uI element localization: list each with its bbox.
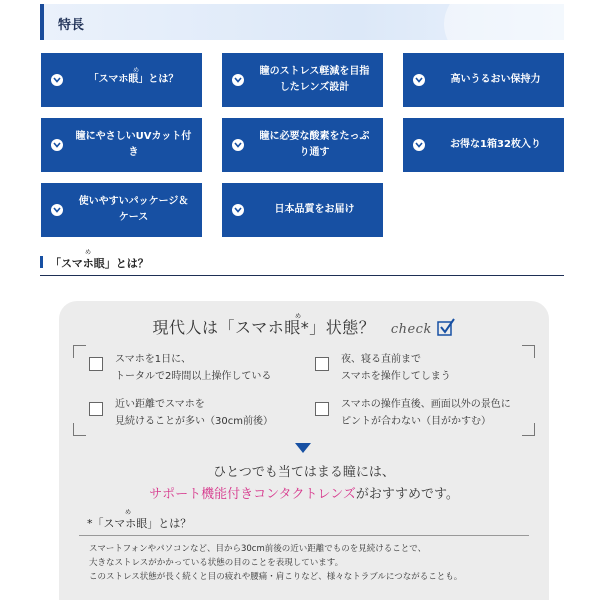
- item-line1: 夜、寝る直前まで: [341, 354, 421, 365]
- feature-label: 高いうるおい保持力: [450, 74, 541, 85]
- recommend-suffix: がおすすめです。: [355, 487, 459, 502]
- check-word: check: [390, 322, 432, 337]
- heading-bar: [40, 256, 43, 268]
- section-heading-text: 「スマホ眼」とは？: [50, 257, 149, 270]
- feature-label: 瞳のストレス軽減を目指したレンズ設計: [259, 66, 370, 93]
- checkbox[interactable]: [89, 402, 103, 416]
- item-line2: トータルで2時間以上操作している: [115, 371, 272, 382]
- feature-label: お得な1箱32枚入り: [450, 139, 541, 150]
- item-line2: スマホを操作してしまう: [341, 371, 451, 382]
- definition-line: このストレス状態が長く続くと目の疲れや腰痛・肩こりなど、様々なトラブルにつながることも。: [89, 572, 463, 582]
- feature-label: 瞳にやさしいUVカット付き: [75, 131, 192, 158]
- divider: [79, 535, 529, 536]
- recommend-line2: [59, 483, 549, 502]
- chevron-down-icon: [232, 204, 244, 216]
- chevron-down-icon: [413, 74, 425, 86]
- checkbox[interactable]: [315, 402, 329, 416]
- corner-bracket: [522, 345, 535, 358]
- feature-label: 瞳に必要な酸素をたっぷり通す: [259, 131, 370, 158]
- feature-package-case-button[interactable]: [41, 183, 202, 237]
- definition-text: [89, 542, 462, 584]
- check-panel: [59, 301, 549, 600]
- feature-label: 日本品質をお届け: [274, 204, 355, 215]
- feature-moisture-button[interactable]: [403, 53, 564, 107]
- checkbox[interactable]: [89, 357, 103, 371]
- feature-oxygen-button[interactable]: [222, 118, 383, 172]
- chevron-down-icon: [232, 74, 244, 86]
- feature-label: 使いやすいパッケージ＆ケース: [78, 196, 189, 223]
- definition-line: 大きなストレスがかかっている状態の目のことを表現しています。: [89, 558, 344, 568]
- panel-title: [59, 315, 549, 338]
- checkbox[interactable]: [315, 357, 329, 371]
- item-line1: 近い距離でスマホを: [115, 399, 205, 410]
- chevron-down-icon: [51, 139, 63, 151]
- feature-stress-lens-button[interactable]: [222, 53, 383, 107]
- corner-bracket: [73, 423, 86, 436]
- item-line1: スマホを1日に、: [115, 354, 192, 365]
- item-line1: スマホの操作直後、画面以外の景色に: [341, 399, 511, 410]
- recommend-line1: ひとつでも当てはまる瞳には、: [213, 465, 395, 480]
- chevron-down-icon: [232, 139, 244, 151]
- header-decoration: [444, 4, 564, 40]
- chevron-down-icon: [51, 74, 63, 86]
- definition-line: スマートフォンやパソコンなど、目から30cm前後の近い距離でものを見続けることで、: [89, 544, 427, 554]
- feature-label: 「スマホ眼」とは？: [88, 74, 179, 85]
- feature-32-pack-button[interactable]: [403, 118, 564, 172]
- corner-bracket: [522, 423, 535, 436]
- features-header: [40, 4, 564, 40]
- recommend-highlight: サポート機能付きコンタクトレンズ: [149, 487, 356, 502]
- feature-smaho-me-button[interactable]: [41, 53, 202, 107]
- section-heading: [40, 249, 564, 276]
- chevron-down-icon: [413, 139, 425, 151]
- arrow-down-icon: [295, 443, 311, 453]
- feature-japan-quality-button[interactable]: [222, 183, 383, 237]
- checkbox-checked-icon: [437, 318, 455, 336]
- chevron-down-icon: [51, 204, 63, 216]
- item-line2: 見続けることが多い（30cm前後）: [115, 416, 273, 427]
- item-line2: ピントが合わない（目がかすむ）: [341, 416, 491, 427]
- features-title: 特長: [58, 18, 85, 33]
- corner-bracket: [73, 345, 86, 358]
- feature-ruby: め: [133, 67, 140, 74]
- heading-ruby: め: [85, 249, 92, 256]
- definition-ruby: め: [125, 509, 132, 516]
- title-ruby: め: [295, 313, 302, 320]
- feature-uv-cut-button[interactable]: [41, 118, 202, 172]
- panel-title-text: 現代人は「スマホ眼*」状態？: [152, 318, 376, 337]
- definition-title: *「スマホ眼」とは？: [87, 517, 192, 530]
